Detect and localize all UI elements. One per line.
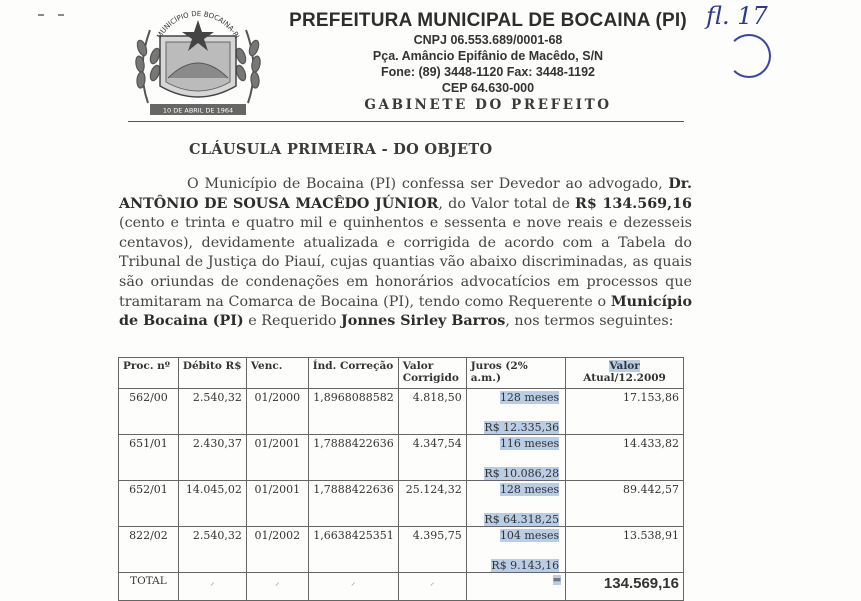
table-header-row	[119, 358, 684, 389]
header-proc: Proc. nº	[119, 358, 179, 389]
cell-corrigido: 4.395,75	[398, 527, 466, 573]
cell-proc: 652/01	[119, 481, 179, 527]
tick-mark: ▬	[466, 573, 565, 601]
cell-debito: 14.045,02	[178, 481, 246, 527]
juros-valor: R$ 64.318,25	[484, 513, 560, 526]
juros-meses: 128 meses	[499, 483, 560, 496]
cell-juros	[466, 435, 565, 481]
handwritten-initial-mark	[727, 34, 771, 78]
juros-valor: R$ 12.335,36	[484, 421, 560, 434]
clause-text-4: e Requerido	[243, 313, 342, 330]
cell-venc: 01/2002	[246, 527, 308, 573]
cell-atual: 17.153,86	[566, 389, 684, 435]
cell-atual: 14.433,82	[566, 435, 684, 481]
clause-heading: CLÁUSULA PRIMEIRA - DO OBJETO	[189, 141, 493, 158]
letterhead-divider	[128, 121, 684, 122]
crest-ribbon-date: 10 DE ABRIL DE 1964	[162, 106, 234, 115]
cell-corrigido: 25.124,32	[398, 481, 466, 527]
letterhead-cep: CEP 64.630-000	[441, 81, 535, 95]
table-total-row	[119, 573, 684, 601]
juros-meses: 128 meses	[499, 391, 560, 404]
cell-proc: 822/02	[119, 527, 179, 573]
header-ind: Índ. Correção	[308, 358, 398, 389]
total-amount: R$ 134.569,16	[575, 195, 692, 212]
municipal-crest-emblem	[128, 8, 268, 120]
clause-text-5: , nos termos seguintes:	[505, 313, 674, 330]
creditor-name: Dr. ANTÔNIO DE SOUSA MACÊDO JÚNIOR	[119, 176, 693, 212]
scan-speck	[38, 14, 44, 16]
debt-table	[118, 357, 684, 601]
letterhead	[288, 10, 688, 114]
cell-juros	[466, 481, 565, 527]
scan-speck	[58, 14, 64, 16]
header-valor-corrigido: Valor Corrigido	[398, 358, 466, 389]
header-debito: Débito R$	[178, 358, 246, 389]
cell-debito: 2.540,32	[178, 389, 246, 435]
cell-venc: 01/2000	[246, 389, 308, 435]
cell-ind: 1,6638425351	[308, 527, 398, 573]
requerido-name: Jonnes Sirley Barros	[341, 313, 506, 330]
letterhead-gabinete: GABINETE DO PREFEITO	[364, 97, 612, 113]
table-row	[119, 527, 684, 573]
crest-top-text: MUNICÍPIO DE BOCAINA-PI	[155, 9, 241, 40]
cell-atual: 13.538,91	[566, 527, 684, 573]
cell-juros	[466, 527, 565, 573]
clause-text-1: O Município de Bocaina (PI) confessa ser Devedor ao advogado,	[187, 176, 663, 192]
cell-debito: 2.540,32	[178, 527, 246, 573]
cell-atual: 89.442,57	[566, 481, 684, 527]
cell-proc: 651/01	[119, 435, 179, 481]
juros-meses: 116 meses	[499, 437, 560, 450]
clause-text-2: , do Valor total de	[438, 195, 570, 212]
clause-paragraph	[119, 175, 692, 332]
cell-ind: 1,7888422636	[308, 481, 398, 527]
juros-meses: 104 meses	[499, 529, 560, 542]
cell-venc: 01/2001	[246, 481, 308, 527]
tick-mark: ⸝	[398, 573, 466, 601]
cell-juros	[466, 389, 565, 435]
juros-valor: R$ 10.086,28	[484, 467, 560, 480]
table-row	[119, 389, 684, 435]
cell-ind: 1,7888422636	[308, 435, 398, 481]
cell-debito: 2.430,37	[178, 435, 246, 481]
letterhead-title: PREFEITURA MUNICIPAL DE BOCAINA (PI)	[289, 10, 687, 31]
tick-mark: ⸝	[246, 573, 308, 601]
juros-valor: R$ 9.143,16	[491, 559, 560, 572]
tick-mark: ⸝	[178, 573, 246, 601]
cell-ind: 1,8968088582	[308, 389, 398, 435]
letterhead-phone: Fone: (89) 3448-1120 Fax: 3448-1192	[380, 65, 596, 79]
cell-proc: 562/00	[119, 389, 179, 435]
letterhead-cnpj: CNPJ 06.553.689/0001-68	[413, 33, 563, 47]
header-valor-atual	[566, 358, 684, 389]
total-value: 134.569,16	[566, 573, 684, 601]
table-row	[119, 435, 684, 481]
cell-corrigido: 4.818,50	[398, 389, 466, 435]
letterhead-address: Pça. Amâncio Epifânio de Macêdo, S/N	[372, 49, 604, 63]
total-label: TOTAL	[119, 573, 179, 601]
requerente-name: Município de Bocaina (PI)	[119, 293, 692, 330]
header-valor-atual-line1: Valor	[609, 360, 640, 372]
table-row	[119, 481, 684, 527]
handwritten-page-note: fl. 17	[706, 2, 768, 30]
cell-corrigido: 4.347,54	[398, 435, 466, 481]
header-valor-atual-line2: Atual/12.2009	[583, 372, 666, 384]
cell-venc: 01/2001	[246, 435, 308, 481]
clause-text-3: (cento e trinta e quatro mil e quinhentos e sessenta e nove reais e dezesseis centavos), devidamente atualizada e corrigida de acordo com a Tabela do Tribunal de Justiça do Piauí, cujas quantias vão abaixo discriminadas, as quais são oriundas de condenações em honorários advocatícios em processos que tramitaram na Comarca de Bocaina (PI), tendo como Requerente o	[119, 215, 692, 310]
tick-mark: ⸝	[308, 573, 398, 601]
header-juros: Juros (2% a.m.)	[466, 358, 565, 389]
header-venc: Venc.	[246, 358, 308, 389]
